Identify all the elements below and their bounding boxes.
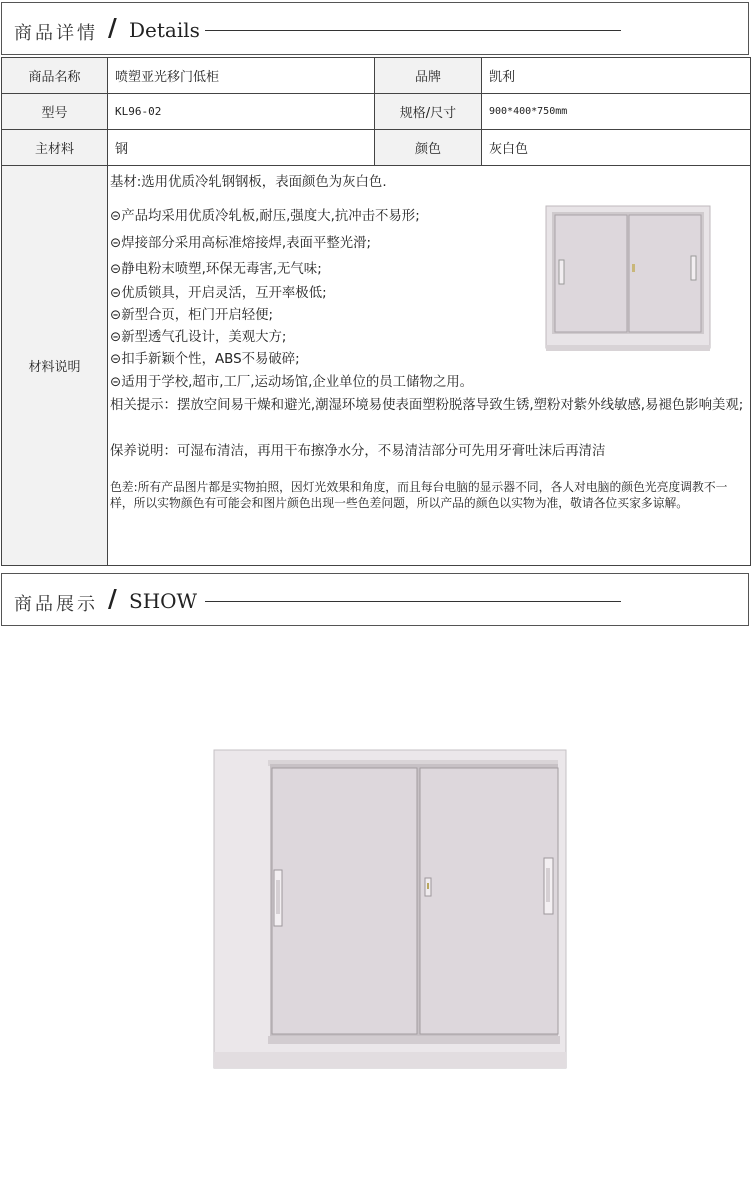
brand-label: 品牌 — [375, 58, 482, 94]
table-row — [2, 130, 751, 166]
spec-table — [1, 57, 751, 566]
description-cell — [108, 166, 751, 566]
table-row — [2, 58, 751, 94]
model-value: KL96-02 — [108, 94, 375, 130]
model-label: 型号 — [2, 94, 108, 130]
feature-item: ⊝焊接部分采用高标准熔接焊,表面平整光滑; — [110, 236, 372, 251]
feature-item: ⊝适用于学校,超市,工厂,运动场馆,企业单位的员工储物之用。 — [110, 375, 474, 390]
header-rule — [205, 601, 621, 602]
show-title-en: SHOW — [129, 589, 198, 613]
size-value: 900*400*750mm — [482, 94, 751, 130]
brand-value: 凯利 — [482, 58, 751, 94]
feature-item: ⊝新型透气孔设计，美观大方; — [110, 330, 287, 345]
description-content — [108, 166, 750, 565]
title-slash: / — [108, 13, 117, 42]
show-title-cn: 商品展示 — [14, 594, 98, 615]
details-section-header — [1, 2, 749, 55]
care-text: 保养说明：可湿布清洁，再用干布擦净水分，不易清洁部分可先用牙膏吐沫后再清洁 — [110, 444, 606, 459]
table-row — [2, 166, 751, 566]
product-name-label: 商品名称 — [2, 58, 108, 94]
details-title-cn: 商品详情 — [14, 23, 98, 44]
feature-item: ⊝扣手新颖个性，ABS不易破碎; — [110, 352, 300, 367]
details-title-en: Details — [129, 18, 200, 42]
title-slash: / — [108, 584, 117, 613]
color-value: 灰白色 — [482, 130, 751, 166]
color-note-text: 色差:所有产品图片都是实物拍照，因灯光效果和角度，而且每台电脑的显示器不同，各人对电脑的颜色光亮度调教不一样，所以实物颜色有可能会和图片颜色出现一些色差问题，所以产品的颜色以实物为准，敬请各位买家多谅解。 — [110, 480, 728, 510]
feature-item: ⊝优质锁具，开启灵活，互开率极低; — [110, 286, 327, 301]
show-section-header — [1, 573, 749, 626]
description-label: 材料说明 — [2, 166, 108, 566]
cabinet-thumbnail-image — [544, 202, 714, 354]
material-label: 主材料 — [2, 130, 108, 166]
feature-item: ⊝产品均采用优质冷轧板,耐压,强度大,抗冲击不易形; — [110, 209, 420, 224]
table-row — [2, 94, 751, 130]
base-material-text: 基材:选用优质冷轧钢钢板，表面颜色为灰白色. — [110, 175, 387, 190]
cabinet-product-image — [210, 746, 572, 1076]
feature-item: ⊝新型合页，柜门开启轻便; — [110, 308, 274, 323]
size-label: 规格/尺寸 — [375, 94, 482, 130]
tip-text: 相关提示：摆放空间易干燥和避光,潮湿环境易使表面塑粉脱落导致生锈,塑粉对紫外线敏感,易褪色影响美观; — [110, 398, 744, 413]
product-name-value: 喷塑亚光移门低柜 — [108, 58, 375, 94]
feature-item: ⊝静电粉末喷塑,环保无毒害,无气味; — [110, 262, 322, 277]
header-rule — [205, 30, 621, 31]
material-value: 钢 — [108, 130, 375, 166]
color-label: 颜色 — [375, 130, 482, 166]
